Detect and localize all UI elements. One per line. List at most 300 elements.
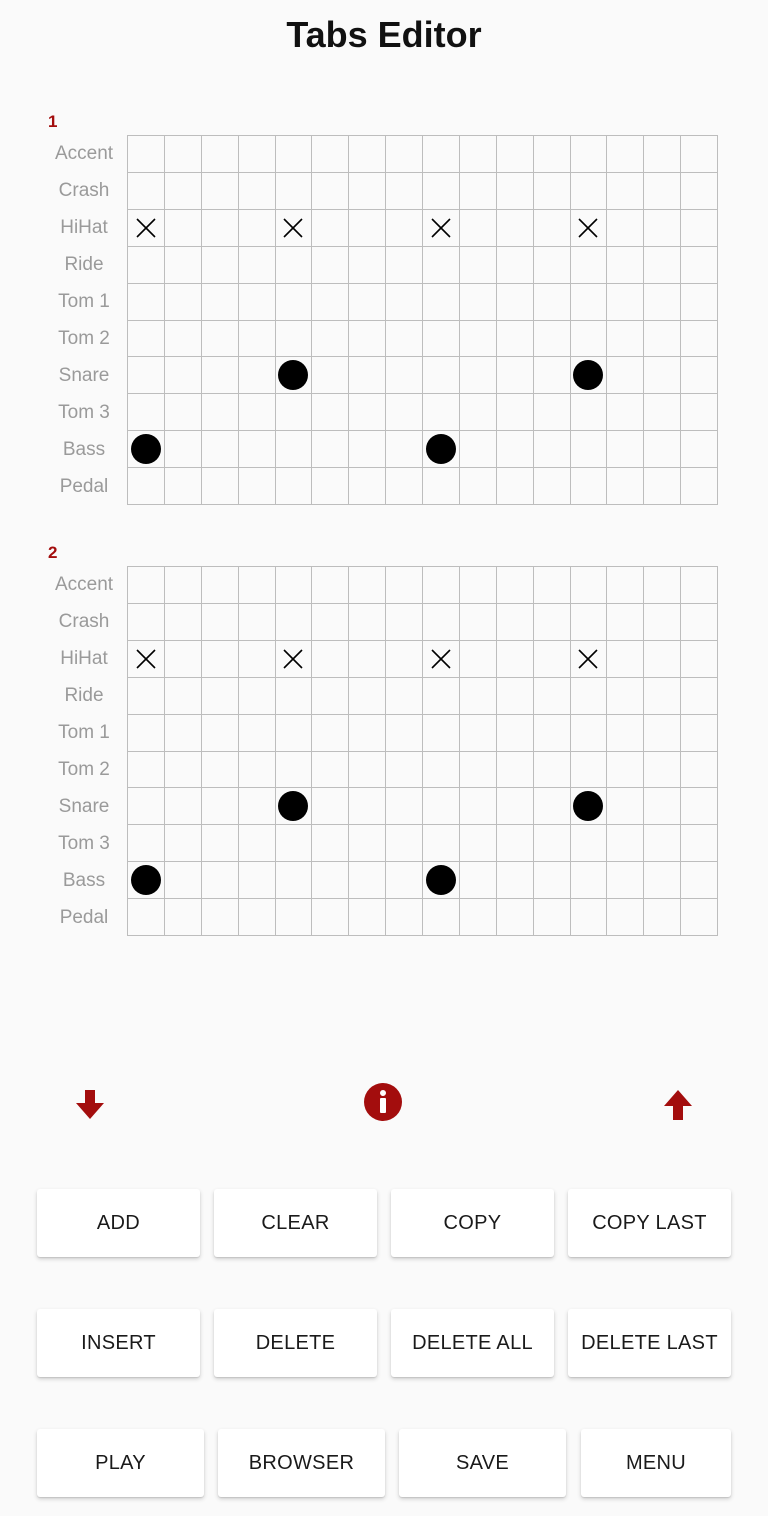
grid-cell[interactable] (460, 641, 497, 678)
grid-cell[interactable] (128, 468, 165, 505)
grid-cell[interactable] (165, 321, 202, 358)
grid-cell[interactable] (312, 604, 349, 641)
grid-cell[interactable] (534, 641, 571, 678)
browser-button[interactable]: BROWSER (218, 1429, 385, 1497)
grid-cell[interactable] (607, 752, 644, 789)
grid-cell[interactable] (534, 567, 571, 604)
grid-cell[interactable] (386, 284, 423, 321)
grid-cell[interactable] (276, 641, 313, 678)
grid-cell[interactable] (276, 357, 313, 394)
grid-cell[interactable] (681, 825, 718, 862)
grid-cell[interactable] (202, 431, 239, 468)
grid-cell[interactable] (681, 468, 718, 505)
grid-cell[interactable] (128, 247, 165, 284)
grid-cell[interactable] (423, 788, 460, 825)
grid-cell[interactable] (571, 136, 608, 173)
grid-cell[interactable] (571, 321, 608, 358)
grid-cell[interactable] (312, 567, 349, 604)
grid-cell[interactable] (681, 136, 718, 173)
grid-cell[interactable] (534, 321, 571, 358)
grid-cell[interactable] (644, 357, 681, 394)
grid-cell[interactable] (534, 752, 571, 789)
grid-cell[interactable] (386, 825, 423, 862)
grid-cell[interactable] (534, 210, 571, 247)
grid-cell[interactable] (460, 567, 497, 604)
grid-cell[interactable] (165, 752, 202, 789)
grid-cell[interactable] (349, 247, 386, 284)
grid-cell[interactable] (239, 715, 276, 752)
grid-cell[interactable] (571, 468, 608, 505)
grid-cell[interactable] (497, 284, 534, 321)
grid-cell[interactable] (644, 210, 681, 247)
grid-cell[interactable] (312, 899, 349, 936)
grid-cell[interactable] (276, 899, 313, 936)
grid-cell[interactable] (239, 752, 276, 789)
grid-cell[interactable] (497, 247, 534, 284)
grid-cell[interactable] (644, 678, 681, 715)
grid-cell[interactable] (681, 357, 718, 394)
grid-cell[interactable] (460, 468, 497, 505)
grid-cell[interactable] (497, 136, 534, 173)
menu-button[interactable]: MENU (581, 1429, 731, 1497)
grid-cell[interactable] (202, 247, 239, 284)
grid-cell[interactable] (607, 173, 644, 210)
grid-cell[interactable] (460, 173, 497, 210)
grid-cell[interactable] (386, 641, 423, 678)
grid-cell[interactable] (276, 394, 313, 431)
grid-cell[interactable] (497, 899, 534, 936)
grid-cell[interactable] (644, 394, 681, 431)
grid-cell[interactable] (349, 899, 386, 936)
grid-cell[interactable] (239, 899, 276, 936)
grid-cell[interactable] (276, 321, 313, 358)
grid-cell[interactable] (644, 788, 681, 825)
grid-cell[interactable] (128, 862, 165, 899)
grid-cell[interactable] (386, 468, 423, 505)
grid-cell[interactable] (607, 136, 644, 173)
grid-cell[interactable] (571, 641, 608, 678)
grid-cell[interactable] (202, 567, 239, 604)
grid-cell[interactable] (165, 567, 202, 604)
grid-cell[interactable] (202, 899, 239, 936)
grid-cell[interactable] (571, 210, 608, 247)
grid-cell[interactable] (460, 357, 497, 394)
delete-all-button[interactable]: DELETE ALL (391, 1309, 554, 1377)
grid-cell[interactable] (607, 825, 644, 862)
grid-cell[interactable] (312, 752, 349, 789)
grid-cell[interactable] (534, 136, 571, 173)
grid-cell[interactable] (386, 567, 423, 604)
grid-cell[interactable] (534, 862, 571, 899)
grid-cell[interactable] (423, 862, 460, 899)
grid-cell[interactable] (349, 678, 386, 715)
grid-cell[interactable] (386, 247, 423, 284)
grid-cell[interactable] (571, 715, 608, 752)
grid-cell[interactable] (423, 825, 460, 862)
grid-cell[interactable] (534, 788, 571, 825)
grid-cell[interactable] (239, 678, 276, 715)
grid-cell[interactable] (128, 567, 165, 604)
grid-cell[interactable] (681, 604, 718, 641)
grid-cell[interactable] (165, 284, 202, 321)
grid-cell[interactable] (681, 678, 718, 715)
grid-cell[interactable] (607, 641, 644, 678)
grid-cell[interactable] (607, 321, 644, 358)
grid-cell[interactable] (386, 321, 423, 358)
grid-cell[interactable] (349, 825, 386, 862)
grid-cell[interactable] (128, 641, 165, 678)
grid-cell[interactable] (497, 321, 534, 358)
grid-cell[interactable] (312, 715, 349, 752)
grid-cell[interactable] (460, 247, 497, 284)
grid-cell[interactable] (202, 136, 239, 173)
grid-cell[interactable] (386, 210, 423, 247)
grid-cell[interactable] (349, 210, 386, 247)
grid-cell[interactable] (312, 284, 349, 321)
grid-cell[interactable] (202, 752, 239, 789)
grid-cell[interactable] (165, 394, 202, 431)
grid-cell[interactable] (644, 715, 681, 752)
grid-cell[interactable] (423, 715, 460, 752)
grid-cell[interactable] (349, 641, 386, 678)
grid-cell[interactable] (497, 173, 534, 210)
grid-cell[interactable] (239, 468, 276, 505)
grid-cell[interactable] (571, 604, 608, 641)
grid-cell[interactable] (312, 641, 349, 678)
grid-cell[interactable] (276, 752, 313, 789)
grid-cell[interactable] (312, 862, 349, 899)
grid-cell[interactable] (644, 567, 681, 604)
grid-cell[interactable] (239, 136, 276, 173)
grid-cell[interactable] (681, 715, 718, 752)
grid-cell[interactable] (423, 136, 460, 173)
grid-cell[interactable] (349, 752, 386, 789)
grid-cell[interactable] (681, 567, 718, 604)
grid-cell[interactable] (571, 431, 608, 468)
grid-cell[interactable] (423, 394, 460, 431)
grid-cell[interactable] (349, 715, 386, 752)
grid-cell[interactable] (128, 431, 165, 468)
grid-cell[interactable] (497, 210, 534, 247)
grid-cell[interactable] (607, 284, 644, 321)
grid-cell[interactable] (165, 825, 202, 862)
grid-cell[interactable] (312, 136, 349, 173)
grid-cell[interactable] (386, 431, 423, 468)
grid-cell[interactable] (128, 715, 165, 752)
grid-cell[interactable] (386, 678, 423, 715)
grid-cell[interactable] (276, 284, 313, 321)
grid-cell[interactable] (386, 788, 423, 825)
grid-cell[interactable] (165, 715, 202, 752)
delete-button[interactable]: DELETE (214, 1309, 377, 1377)
grid-cell[interactable] (681, 752, 718, 789)
grid-cell[interactable] (497, 641, 534, 678)
grid-cell[interactable] (423, 357, 460, 394)
grid-cell[interactable] (312, 210, 349, 247)
grid-cell[interactable] (239, 825, 276, 862)
grid-cell[interactable] (165, 357, 202, 394)
grid-cell[interactable] (239, 641, 276, 678)
grid-cell[interactable] (681, 394, 718, 431)
grid-cell[interactable] (128, 284, 165, 321)
grid-cell[interactable] (460, 788, 497, 825)
grid-cell[interactable] (534, 431, 571, 468)
clear-button[interactable]: CLEAR (214, 1189, 377, 1257)
grid-cell[interactable] (312, 431, 349, 468)
grid-cell[interactable] (349, 136, 386, 173)
grid-cell[interactable] (534, 678, 571, 715)
grid-cell[interactable] (423, 284, 460, 321)
grid-cell[interactable] (239, 173, 276, 210)
grid-cell[interactable] (423, 899, 460, 936)
grid-cell[interactable] (239, 431, 276, 468)
copy-last-button[interactable]: COPY LAST (568, 1189, 731, 1257)
grid-cell[interactable] (423, 752, 460, 789)
grid-cell[interactable] (312, 825, 349, 862)
grid-cell[interactable] (644, 173, 681, 210)
grid-cell[interactable] (644, 862, 681, 899)
grid-cell[interactable] (644, 468, 681, 505)
grid-cell[interactable] (607, 567, 644, 604)
grid-cell[interactable] (128, 678, 165, 715)
grid-cell[interactable] (202, 788, 239, 825)
grid-cell[interactable] (534, 394, 571, 431)
grid-cell[interactable] (460, 752, 497, 789)
arrow-down-icon[interactable] (75, 1088, 105, 1127)
grid-cell[interactable] (571, 788, 608, 825)
grid-cell[interactable] (239, 357, 276, 394)
grid-cell[interactable] (497, 604, 534, 641)
grid-cell[interactable] (202, 357, 239, 394)
grid-cell[interactable] (497, 862, 534, 899)
grid-cell[interactable] (276, 210, 313, 247)
grid-cell[interactable] (276, 715, 313, 752)
grid-cell[interactable] (607, 247, 644, 284)
grid-cell[interactable] (644, 321, 681, 358)
grid-cell[interactable] (607, 357, 644, 394)
grid-cell[interactable] (312, 678, 349, 715)
grid-cell[interactable] (571, 247, 608, 284)
insert-button[interactable]: INSERT (37, 1309, 200, 1377)
copy-button[interactable]: COPY (391, 1189, 554, 1257)
grid-cell[interactable] (349, 284, 386, 321)
grid-cell[interactable] (571, 284, 608, 321)
grid-cell[interactable] (312, 788, 349, 825)
grid-cell[interactable] (460, 862, 497, 899)
grid-cell[interactable] (165, 210, 202, 247)
grid-cell[interactable] (497, 825, 534, 862)
grid-cell[interactable] (460, 604, 497, 641)
grid-cell[interactable] (349, 394, 386, 431)
grid-cell[interactable] (534, 247, 571, 284)
grid-cell[interactable] (239, 321, 276, 358)
grid-cell[interactable] (571, 862, 608, 899)
grid-cell[interactable] (239, 394, 276, 431)
grid-cell[interactable] (607, 394, 644, 431)
grid-cell[interactable] (276, 567, 313, 604)
grid-cell[interactable] (349, 431, 386, 468)
grid-cell[interactable] (276, 247, 313, 284)
grid-cell[interactable] (349, 788, 386, 825)
grid-cell[interactable] (497, 394, 534, 431)
grid-cell[interactable] (202, 468, 239, 505)
grid-cell[interactable] (607, 899, 644, 936)
grid-cell[interactable] (571, 394, 608, 431)
grid-cell[interactable] (239, 788, 276, 825)
grid-cell[interactable] (276, 173, 313, 210)
grid-cell[interactable] (423, 567, 460, 604)
grid-cell[interactable] (165, 899, 202, 936)
grid-cell[interactable] (386, 357, 423, 394)
grid-cell[interactable] (276, 431, 313, 468)
grid-cell[interactable] (312, 394, 349, 431)
grid-cell[interactable] (165, 247, 202, 284)
grid-cell[interactable] (276, 136, 313, 173)
grid-cell[interactable] (276, 468, 313, 505)
grid-cell[interactable] (423, 431, 460, 468)
grid-cell[interactable] (202, 715, 239, 752)
grid-cell[interactable] (460, 715, 497, 752)
grid-cell[interactable] (165, 788, 202, 825)
grid-cell[interactable] (460, 825, 497, 862)
grid-cell[interactable] (386, 394, 423, 431)
grid-cell[interactable] (165, 604, 202, 641)
grid-cell[interactable] (312, 468, 349, 505)
grid-cell[interactable] (644, 431, 681, 468)
grid-cell[interactable] (165, 862, 202, 899)
grid-cell[interactable] (202, 862, 239, 899)
grid-cell[interactable] (202, 604, 239, 641)
grid-cell[interactable] (165, 136, 202, 173)
grid-cell[interactable] (534, 604, 571, 641)
grid-cell[interactable] (386, 752, 423, 789)
grid-cell[interactable] (607, 468, 644, 505)
add-button[interactable]: ADD (37, 1189, 200, 1257)
grid-cell[interactable] (497, 468, 534, 505)
grid-cell[interactable] (202, 394, 239, 431)
grid-cell[interactable] (644, 899, 681, 936)
grid-cell[interactable] (497, 788, 534, 825)
grid-cell[interactable] (534, 357, 571, 394)
grid-cell[interactable] (165, 678, 202, 715)
grid-cell[interactable] (165, 641, 202, 678)
grid-cell[interactable] (607, 678, 644, 715)
grid-cell[interactable] (607, 788, 644, 825)
grid-cell[interactable] (460, 678, 497, 715)
grid-cell[interactable] (607, 604, 644, 641)
grid-cell[interactable] (386, 173, 423, 210)
grid-cell[interactable] (128, 321, 165, 358)
grid-cell[interactable] (128, 825, 165, 862)
grid-cell[interactable] (276, 862, 313, 899)
grid-cell[interactable] (681, 899, 718, 936)
grid-cell[interactable] (534, 173, 571, 210)
grid-cell[interactable] (571, 825, 608, 862)
grid-cell[interactable] (571, 173, 608, 210)
grid-cell[interactable] (202, 284, 239, 321)
grid-cell[interactable] (276, 825, 313, 862)
grid-cell[interactable] (460, 431, 497, 468)
grid-cell[interactable] (644, 825, 681, 862)
grid-cell[interactable] (644, 641, 681, 678)
grid-cell[interactable] (681, 788, 718, 825)
grid-cell[interactable] (128, 604, 165, 641)
grid-cell[interactable] (239, 604, 276, 641)
grid-cell[interactable] (460, 284, 497, 321)
grid-cell[interactable] (497, 431, 534, 468)
grid-cell[interactable] (534, 899, 571, 936)
grid-cell[interactable] (312, 357, 349, 394)
grid-cell[interactable] (460, 136, 497, 173)
grid-cell[interactable] (128, 899, 165, 936)
arrow-up-icon[interactable] (663, 1088, 693, 1127)
grid-cell[interactable] (202, 173, 239, 210)
grid-cell[interactable] (349, 862, 386, 899)
grid-cell[interactable] (386, 899, 423, 936)
grid-cell[interactable] (128, 788, 165, 825)
grid-cell[interactable] (202, 678, 239, 715)
grid-cell[interactable] (497, 715, 534, 752)
grid-cell[interactable] (534, 468, 571, 505)
grid-cell[interactable] (423, 173, 460, 210)
grid-cell[interactable] (644, 136, 681, 173)
grid-cell[interactable] (644, 752, 681, 789)
grid-cell[interactable] (460, 321, 497, 358)
grid-cell[interactable] (276, 604, 313, 641)
grid-cell[interactable] (644, 604, 681, 641)
grid-cell[interactable] (349, 604, 386, 641)
grid-cell[interactable] (423, 321, 460, 358)
grid-cell[interactable] (128, 136, 165, 173)
grid-cell[interactable] (681, 247, 718, 284)
grid-cell[interactable] (202, 641, 239, 678)
grid-cell[interactable] (571, 357, 608, 394)
grid-cell[interactable] (571, 899, 608, 936)
grid-cell[interactable] (644, 284, 681, 321)
grid-cell[interactable] (497, 357, 534, 394)
grid-cell[interactable] (681, 210, 718, 247)
grid-cell[interactable] (239, 247, 276, 284)
grid-cell[interactable] (165, 468, 202, 505)
grid-cell[interactable] (681, 431, 718, 468)
grid-cell[interactable] (497, 678, 534, 715)
grid-cell[interactable] (165, 431, 202, 468)
grid-cell[interactable] (607, 715, 644, 752)
grid-cell[interactable] (386, 136, 423, 173)
grid-cell[interactable] (571, 567, 608, 604)
grid-cell[interactable] (571, 678, 608, 715)
grid-cell[interactable] (423, 678, 460, 715)
delete-last-button[interactable]: DELETE LAST (568, 1309, 731, 1377)
grid-cell[interactable] (165, 173, 202, 210)
grid-cell[interactable] (386, 604, 423, 641)
grid-cell[interactable] (128, 752, 165, 789)
grid-cell[interactable] (349, 567, 386, 604)
grid-cell[interactable] (386, 862, 423, 899)
grid-cell[interactable] (681, 284, 718, 321)
grid-cell[interactable] (128, 210, 165, 247)
grid-cell[interactable] (312, 247, 349, 284)
grid-cell[interactable] (607, 862, 644, 899)
grid-cell[interactable] (239, 210, 276, 247)
grid-cell[interactable] (276, 678, 313, 715)
grid-cell[interactable] (239, 284, 276, 321)
grid-cell[interactable] (644, 247, 681, 284)
grid-cell[interactable] (349, 321, 386, 358)
grid-cell[interactable] (312, 321, 349, 358)
grid-cell[interactable] (681, 641, 718, 678)
grid-cell[interactable] (497, 567, 534, 604)
